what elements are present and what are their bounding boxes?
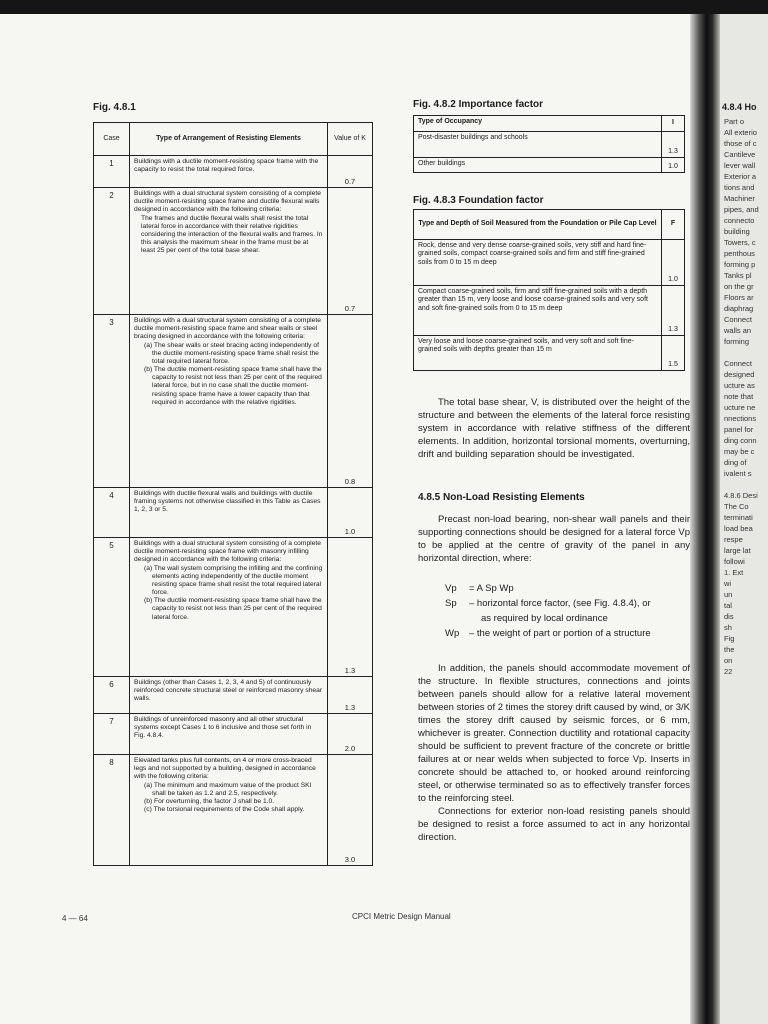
paragraph-text: The total base shear, V, is distributed over the height of the structure and between the elements of the lateral force resisting system in accordance with relative stiffness of the different elements. In addition, horizontal torsional moments, overturning, drift and building separation should be investigated. (418, 397, 690, 460)
k-value: 1.3 (328, 538, 372, 677)
arrangement-description (130, 714, 328, 755)
k-value: 0.7 (328, 156, 372, 188)
section-heading: 4.8.5 Non-Load Resisting Elements (418, 492, 585, 503)
facing-page-line: Exterior a (724, 172, 757, 181)
foundation-value: 1.3 (662, 286, 684, 336)
case-number: 3 (94, 315, 130, 488)
facing-page-line: wi (724, 579, 732, 588)
fig-4-8-2-title: Fig. 4.8.2 Importance factor (413, 99, 544, 110)
i-header: I (662, 116, 684, 132)
occupancy-label: Other buildings (414, 158, 662, 172)
facing-page-line: penthous (724, 249, 755, 258)
facing-page-line: un (724, 590, 733, 599)
description-line: Buildings with a dual structural system consisting of a complete ductile moment-resisting space frame with masonry infilling designed in accordance with the following criteria: (134, 540, 321, 564)
facing-page-line: respe (724, 535, 743, 544)
case-number: 4 (94, 488, 130, 538)
formula-symbol: Sp (445, 598, 457, 609)
arrangement-description (130, 755, 328, 865)
soil-header: Type and Depth of Soil Measured from the Foundation or Pile Cap Level (414, 210, 662, 240)
description-line: Buildings of unreinforced masonry and all other structural systems except Cases 1 to 6 inclusive and those set forth in Fig. 4.8.4. (134, 716, 312, 740)
case-number: 7 (94, 714, 130, 755)
fig-4-8-3-title: Fig. 4.8.3 Foundation factor (413, 195, 544, 206)
description-line: (b) The ductile moment-resisting space frame shall have the capacity to resist not less than 25 per cent of the required lateral force, but in no case shall the ductile moment-resisting space frame have a lower capacity than that required in accordance with the relative rigidities. (144, 366, 322, 406)
facing-page-line: the (724, 645, 735, 654)
arrangement-description (130, 538, 328, 677)
formula-vp (445, 581, 651, 596)
k-value: 0.8 (328, 315, 372, 488)
description-line: Buildings with ductile flexural walls and buildings with ductile framing systems not otherwise classified in this Table as Cases 1, 2, 3 or 5. (134, 490, 321, 514)
description-line: The frames and ductile flexural walls shall resist the total lateral force in accordance with their relative rigidities considering the interaction of the flexural walls and frames. In this analysis the maximum shear in the frame must be at least 25 per cent of the total base shear. (141, 214, 323, 255)
facing-page-line: nnections (724, 414, 757, 423)
facing-page-line: Machiner (724, 194, 755, 203)
soil-description: Very loose and loose coarse-grained soils, and very soft and soft fine-grained soils with depths greater than 15 m (414, 336, 662, 370)
fig-4-8-1-table (93, 122, 373, 866)
facing-page-line (720, 347, 768, 358)
case-number: 8 (94, 755, 130, 865)
movement-paragraph (418, 662, 690, 844)
foundation-value: 1.0 (662, 240, 684, 286)
arrangement-description (130, 156, 328, 188)
facing-page-line: terminati (724, 513, 753, 522)
facing-page-line: ucture as (724, 381, 755, 390)
case-number: 1 (94, 156, 130, 188)
description-line: Buildings with a dual structural system consisting of a complete ductile moment-resisting space frame and ductile flexural walls designed in accordance with the following criteria: (134, 190, 321, 214)
facing-page-line: designed (724, 370, 755, 379)
k-value: 0.7 (328, 188, 372, 315)
k-value: 2.0 (328, 714, 372, 755)
case-number: 5 (94, 538, 130, 677)
fig-4-8-1-title: Fig. 4.8.1 (93, 102, 136, 113)
k-value: 3.0 (344, 855, 356, 864)
header-k: Value of K (328, 123, 372, 156)
facing-page-line: ding of (724, 458, 747, 467)
description-line: Elevated tanks plus full contents, on 4 or more cross-braced legs and not supported by a building, designed in accordance with the following criteria: (134, 757, 316, 781)
base-shear-paragraph (418, 396, 690, 461)
facing-page-line: may be c (724, 447, 755, 456)
arrangement-description (130, 488, 328, 538)
importance-factor-table (413, 115, 685, 173)
manual-name: CPCI Metric Design Manual (352, 912, 451, 921)
facing-page-line: Towers, c (724, 238, 756, 247)
facing-page-line: sh (724, 623, 732, 632)
facing-page-line: Connect (724, 359, 752, 368)
formula-definition: = A Sp Wp (469, 583, 514, 594)
facing-page-line: Tanks pl (724, 271, 752, 280)
facing-page-line: dis (724, 612, 734, 621)
facing-page-line: All exterio (724, 128, 757, 137)
description-line: (b) The ductile moment-resisting space frame shall have the capacity to resist not less than 25 per cent of the required lateral force. (144, 597, 322, 621)
facing-page-line: connecto (724, 216, 755, 225)
foundation-factor-table (413, 209, 685, 371)
description-line: (b) For overturning, the factor J shall be 1.0. (144, 797, 275, 805)
facing-page-line: ucture ne (724, 403, 756, 412)
facing-page-line: panel for (724, 425, 754, 434)
facing-page-line: on the gr (724, 282, 754, 291)
facing-page-line (720, 479, 768, 490)
paragraph-text: Connections for exterior non-load resisting panels should be designed to resist a force assumed to act in any horizontal direction. (418, 806, 690, 843)
formula-sp-continuation: as required by local ordinance (481, 613, 608, 624)
facing-page-line: Connect (724, 315, 752, 324)
facing-page-lines (720, 116, 768, 677)
header-arrangement: Type of Arrangement of Resisting Elements (130, 123, 328, 156)
arrangement-description (130, 188, 328, 315)
facing-page-line: Cantileve (724, 150, 756, 159)
header-case: Case (94, 123, 130, 156)
book-binding-shadow (690, 14, 720, 1024)
facing-page-line: Floors ar (724, 293, 754, 302)
facing-page-line: large lat (724, 546, 751, 555)
importance-value: 1.3 (662, 132, 684, 158)
facing-page-line: walls an (724, 326, 752, 335)
scanner-top-edge (0, 0, 768, 14)
formula-symbol: Wp (445, 628, 460, 639)
description-line: (a) The minimum and maximum value of the product SKI shall be taken as 1.2 and 2.5, respectively. (144, 781, 312, 797)
soil-description: Rock, dense and very dense coarse-grained soils, very stiff and hard fine-grained soils, compact coarse-grained soils and firm and stiff fine-grained soils from 0 to 15 m deep (414, 240, 662, 286)
description-line: (a) The wall system comprising the infilling and the confining elements acting independently of the ductile moment resisting space frame shall resist the total required lateral force. (144, 564, 323, 597)
facing-page-line: forming p (724, 260, 756, 269)
facing-page-fragment (720, 14, 768, 1024)
description-line: Buildings with a ductile moment-resisting space frame with the capacity to resist the total required force. (134, 158, 319, 174)
facing-page-line: 1. Ext (724, 568, 744, 577)
facing-page-line: lever wall (724, 161, 756, 170)
facing-page-line: 22 (724, 667, 733, 676)
f-header: F (662, 210, 684, 240)
facing-page-line: ding conn (724, 436, 757, 445)
facing-page-line: forming (724, 337, 750, 346)
facing-page-line: load bea (724, 524, 753, 533)
facing-page-line: ivalent s (724, 469, 752, 478)
importance-value: 1.0 (668, 162, 678, 170)
formula-sp (445, 596, 651, 611)
facing-page-line: 4.8.6 Desi (724, 491, 758, 500)
facing-page-line: on (724, 656, 733, 665)
formula-symbol: Vp (445, 583, 457, 594)
facing-page-line: Fig (724, 634, 735, 643)
facing-page-line: Part o (724, 117, 745, 126)
paragraph-text: In addition, the panels should accommodate movement of the structure. In flexible structures, connections and joints between panels should allow for a relative lateral movement between stories of 2 times the storey drift caused by wind, or 3/K times the storey drift caused by seismic forces, or 6 mm, whichever is greater. Connection ductility and rotational capacity should be sufficient to prevent fracture of the concrete or brittle failures at or near welds when subjected to force Vp. Inserts in concrete should be attached to, or hooked around reinforcing steel, or otherwise terminated so as to effectively transfer forces to the reinforcing steel. (418, 663, 690, 804)
description-line: Buildings with a dual structural system consisting of a complete ductile moment-resisting space frame and shear walls or steel bracing designed in accordance with the following criteria: (134, 317, 321, 341)
facing-page-line: The Co (724, 502, 749, 511)
soil-description: Compact coarse-grained soils, firm and stiff fine-grained soils with a depth greater than 15 m, very loose and loose coarse-grained soils and very soft and soft fine-grained soils from 0 to 15 m deep (414, 286, 662, 336)
case-number: 2 (94, 188, 130, 315)
facing-page-line: tions and (724, 183, 755, 192)
k-value: 1.3 (328, 677, 372, 714)
description-line: (a) The shear walls or steel bracing acting independently of the ductile moment-resisting space frame shall resist the total required lateral force. (144, 341, 319, 365)
facing-page-line: building (724, 227, 750, 236)
formula-definition: – horizontal force factor, (see Fig. 4.8.4), or (469, 598, 651, 609)
paragraph-text: Precast non-load bearing, non-shear wall panels and their supporting connections should be designed for a lateral force Vp to be applied at the centre of gravity of the panel in any horizontal direction, where: (418, 514, 690, 564)
page-number: 4 — 64 (62, 914, 88, 923)
description-line: Buildings (other than Cases 1, 2, 3, 4 and 5) of continuously reinforced concrete structural steel or reinforced masonry shear walls. (134, 679, 323, 703)
arrangement-description (130, 315, 328, 488)
foundation-value: 1.5 (668, 360, 678, 368)
case-number: 6 (94, 677, 130, 714)
facing-page-line: pipes, and (724, 205, 759, 214)
occupancy-label: Post-disaster buildings and schools (414, 132, 662, 158)
formula-block (445, 581, 651, 641)
description-line: (c) The torsional requirements of the Code shall apply. (144, 806, 305, 814)
facing-page-line: note that (724, 392, 754, 401)
formula-wp (445, 626, 651, 641)
occupancy-header: Type of Occupancy (414, 116, 662, 132)
facing-page-heading: 4.8.4 Ho (722, 102, 757, 112)
facing-page-line: those of c (724, 139, 757, 148)
facing-page-line: followi (724, 557, 745, 566)
arrangement-description (130, 677, 328, 714)
k-value: 1.0 (328, 488, 372, 538)
facing-page-line: tal (724, 601, 732, 610)
formula-definition: – the weight of part or portion of a structure (469, 628, 651, 639)
facing-page-line: diaphrag (724, 304, 754, 313)
precast-paragraph (418, 513, 690, 565)
